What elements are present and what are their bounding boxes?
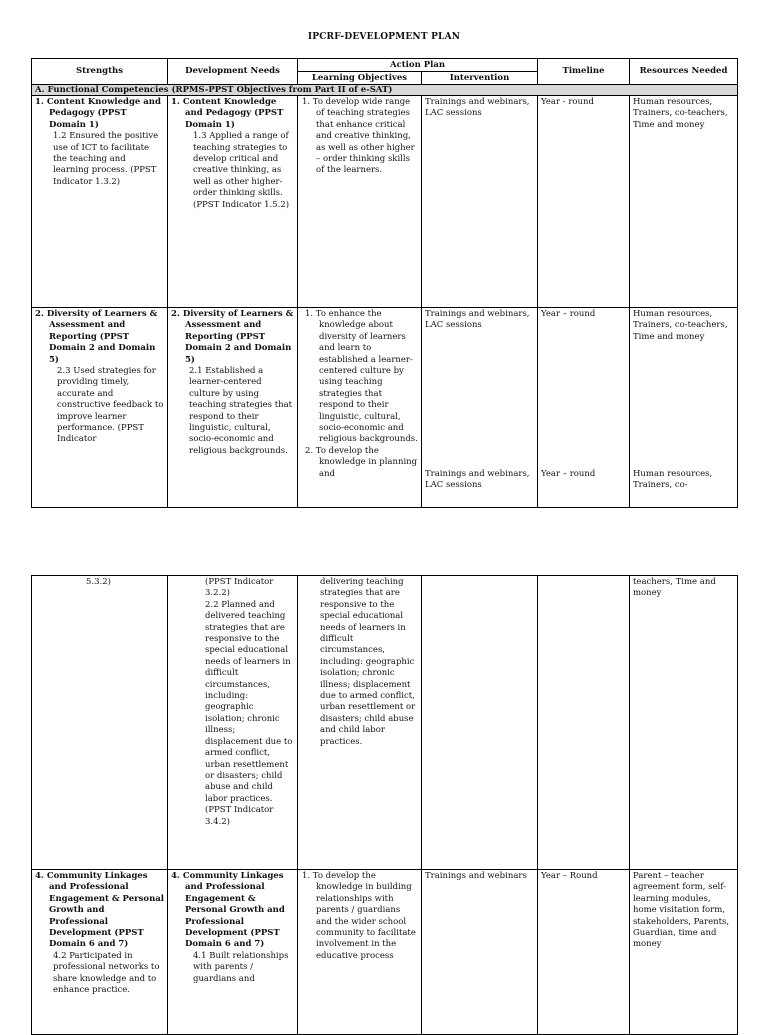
resources-needed: teachers, Time and money (630, 576, 738, 870)
resources-needed: Parent – teacher agreement form, self-learning modules, home visitation form, stakeholders, Parents, Guardian, time and money (630, 870, 738, 1035)
strength-cell (32, 96, 168, 308)
strength-body: 1.2 Ensured the positive use of ICT to facilitate the teaching and learning process. (PPST Indicator 1.3.2) (53, 131, 159, 187)
header-action-plan: Action Plan (298, 59, 538, 72)
development-plan-table-page1 (31, 58, 738, 508)
development-need-title: 4. Community Linkages and Professional Engagement & Personal Growth and Professional Development (PPST Domain 6 and 7) (171, 871, 285, 950)
header-resources-needed: Resources Needed (630, 59, 738, 85)
timeline: Year - round (538, 96, 630, 308)
timeline: Year – Round (538, 870, 630, 1035)
development-plan-table-page2 (31, 575, 738, 1035)
timeline-cell (538, 308, 630, 508)
development-need-cell (168, 96, 298, 308)
intervention: Trainings and webinars (422, 870, 538, 1035)
timeline: Year – round (541, 309, 596, 319)
learning-objective-cell (298, 308, 422, 508)
resources-needed: Human resources, Trainers, co-teachers, Time and money (633, 309, 728, 342)
development-need-body: 1.3 Applied a range of teaching strategies to develop critical and creative thinking, as well as other higher-order thinking skills. (PPST Indicator 1.5.2) (193, 131, 290, 210)
resources-needed: Human resources, Trainers, co- (633, 469, 713, 491)
table-row (32, 96, 738, 308)
strength-title: 4. Community Linkages and Professional Engagement & Personal Growth and Professional Development (PPST Domain 6 and 7) (35, 871, 164, 950)
development-need-cell (168, 308, 298, 508)
strength-body: 4.2 Participated in professional networks to share knowledge and to enhance practice. (53, 950, 160, 996)
development-need-title: 1. Content Knowledge and Pedagogy (PPST Domain 1) (171, 97, 284, 130)
table-row (32, 308, 738, 508)
learning-objective: 2. To develop the knowledge in planning and (305, 445, 418, 479)
strength-cell (32, 308, 168, 508)
strength-title: 1. Content Knowledge and Pedagogy (PPST Domain 1) (35, 97, 161, 130)
learning-objective: 1. To develop wide range of teaching strategies that enhance critical and creative thinking, as well as other higher – order thinking skills of the learners. (298, 96, 422, 308)
strength-body: 2.3 Used strategies for providing timely, accurate and constructive feedback to improve learner performance. (PPST Indicator (57, 366, 164, 445)
page-title: IPCRF-DEVELOPMENT PLAN (307, 32, 461, 42)
section-a-heading: A. Functional Competencies (RPMS-PPST Objectives from Part II of e-SAT) (32, 85, 738, 96)
development-need-body: 4.1 Built relationships with parents / guardians and (193, 950, 289, 984)
strength-title: 2. Diversity of Learners & Assessment and Reporting (PPST Domain 2 and Domain 5) (35, 309, 158, 365)
learning-objective: 1. To develop the knowledge in building relationships with parents / guardians and the wider school community to facilitate involvement in the educative process (298, 870, 422, 1035)
development-need-cell (168, 576, 298, 870)
timeline: Year – round (541, 469, 596, 479)
development-need-body: 2.2 Planned and delivered teaching strategies that are responsive to the special educational needs of learners in difficult circumstances, including: geographic isolation; chronic illness; displacement due to armed conflict, urban resettlement or disasters; child abuse and child labor practices. (PPST Indicator 3.4.2) (205, 599, 293, 827)
header-intervention: Intervention (422, 72, 538, 85)
strength-body: 5.3.2) (32, 576, 168, 870)
intervention: Trainings and webinars, LAC sessions (422, 96, 538, 308)
learning-objective: delivering teaching strategies that are responsive to the special educational needs of learners in difficult circumstances, including: geographic isolation; chronic illness; displacement due to armed conflict, urban resettlement or disasters; child abuse and child labor practices. (298, 576, 422, 870)
table-row (32, 576, 738, 870)
header-development-needs: Development Needs (168, 59, 298, 85)
intervention: Trainings and webinars, LAC sessions (425, 469, 530, 491)
development-need-body: (PPST Indicator 3.2.2) (205, 577, 274, 599)
table-row (32, 870, 738, 1035)
header-strengths: Strengths (32, 59, 168, 85)
intervention-cell (422, 308, 538, 508)
header-learning-objectives: Learning Objectives (298, 72, 422, 85)
timeline (538, 576, 630, 870)
development-need-cell (168, 870, 298, 1035)
strength-cell (32, 870, 168, 1035)
resources-needed: Human resources, Trainers, co-teachers, Time and money (630, 96, 738, 308)
learning-objective: 1. To enhance the knowledge about diversity of learners and learn to established a learner-centered culture by using teaching strategies that respond to their linguistic, cultural, socio-economic and religious backgrounds. (305, 309, 418, 445)
resources-cell (630, 308, 738, 508)
development-need-body: 2.1 Established a learner-centered culture by using teaching strategies that respond to their linguistic, cultural, socio-economic and religious backgrounds. (189, 366, 293, 456)
intervention: Trainings and webinars, LAC sessions (425, 309, 530, 331)
header-timeline: Timeline (538, 59, 630, 85)
intervention (422, 576, 538, 870)
development-need-title: 2. Diversity of Learners & Assessment and Reporting (PPST Domain 2 and Domain 5) (171, 309, 294, 365)
